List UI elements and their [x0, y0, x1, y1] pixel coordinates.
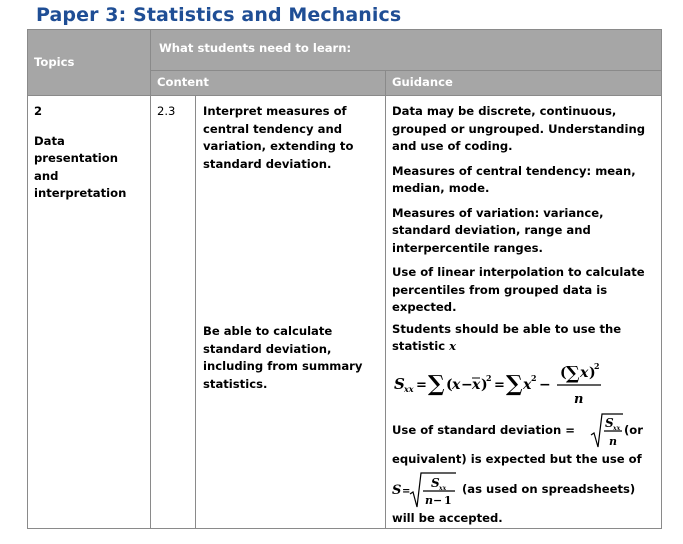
- svg-text:S: S: [431, 476, 440, 490]
- topic-number: 2: [34, 104, 43, 118]
- svg-text:S: S: [605, 415, 614, 430]
- guidance-data-types: Data may be discrete, continuous, grouped or ungrouped. Understanding and use of coding.: [392, 104, 645, 153]
- svg-text:(: (: [446, 376, 453, 393]
- svg-text:=: =: [416, 377, 427, 393]
- svg-text:−: −: [539, 376, 551, 393]
- page-title: Paper 3: Statistics and Mechanics: [36, 4, 402, 26]
- content-calculate-sd: Be able to calculate standard deviation, including from summary statistics.: [203, 324, 363, 391]
- svg-text:−: −: [433, 494, 443, 507]
- guidance-statistic: [392, 321, 657, 356]
- svg-text:x: x: [452, 376, 461, 393]
- specification-table: [27, 29, 662, 529]
- sqrt-sxx-over-n: [590, 411, 624, 451]
- svg-text:2: 2: [531, 372, 537, 383]
- header-guidance: Guidance: [386, 70, 662, 95]
- svg-text:n: n: [609, 434, 617, 448]
- s-spreadsheet-formula: [392, 470, 657, 510]
- svg-text:2: 2: [486, 372, 492, 383]
- guidance-variation: Measures of variation: variance, standard deviation, range and interpercentile ranges.: [392, 205, 604, 255]
- header-content: Content: [151, 70, 386, 95]
- topic-cell: [28, 96, 151, 529]
- svg-text:∑: ∑: [428, 370, 445, 397]
- guidance-equivalent: equivalent) is expected but the use of: [392, 451, 642, 466]
- topic-name: Data presentation and interpretation: [34, 133, 127, 200]
- svg-text:n: n: [574, 391, 584, 407]
- guidance-cell: [386, 96, 662, 529]
- spreadsheet-note: (as used on spreadsheets): [462, 482, 636, 496]
- guidance-central-tendency: Measures of central tendency: mean, median, mode.: [392, 163, 636, 195]
- svg-text:2: 2: [594, 360, 600, 371]
- svg-text:xx: xx: [613, 424, 621, 432]
- svg-text:(: (: [560, 364, 567, 381]
- header-what-students-learn: What students need to learn:: [151, 30, 662, 71]
- content-cell: [196, 96, 386, 529]
- svg-text:x: x: [580, 364, 589, 381]
- svg-text:=: =: [402, 486, 411, 497]
- svg-text:∑: ∑: [506, 370, 523, 397]
- content-interpret-measures: Interpret measures of central tendency and variation, extending to standard deviation.: [203, 104, 354, 171]
- guidance-statistic-text: Students should be able to use the statistic: [392, 321, 622, 353]
- svg-text:x: x: [472, 376, 481, 393]
- svg-text:∑: ∑: [566, 362, 580, 384]
- sd-formula-text: Use of standard deviation =: [392, 422, 575, 437]
- svg-text:−: −: [461, 376, 473, 393]
- header-topics: Topics: [28, 30, 151, 96]
- guidance-accepted: will be accepted.: [392, 511, 503, 525]
- svg-text:S: S: [394, 374, 405, 393]
- sd-or-text: (or: [624, 422, 643, 437]
- s-equals-sqrt-sxx-over-n-minus-1: [392, 470, 458, 510]
- svg-text:xx: xx: [404, 383, 414, 394]
- sxx-formula-graphic: [394, 359, 634, 409]
- svg-text:): ): [589, 364, 596, 381]
- table-row: [28, 96, 662, 529]
- svg-text:): ): [481, 376, 488, 393]
- svg-text:x: x: [523, 376, 532, 393]
- svg-text:S: S: [392, 483, 402, 498]
- svg-text:1: 1: [444, 494, 452, 507]
- guidance-statistic-var: x: [449, 339, 457, 353]
- sxx-formula: [392, 359, 657, 409]
- content-ref: 2.3: [151, 96, 196, 529]
- sd-formula-line: [392, 411, 657, 451]
- svg-text:xx: xx: [439, 485, 447, 492]
- svg-text:=: =: [494, 377, 505, 393]
- guidance-interpolation: Use of linear interpolation to calculate percentiles from grouped data is expected.: [392, 265, 645, 314]
- svg-text:n: n: [425, 494, 433, 507]
